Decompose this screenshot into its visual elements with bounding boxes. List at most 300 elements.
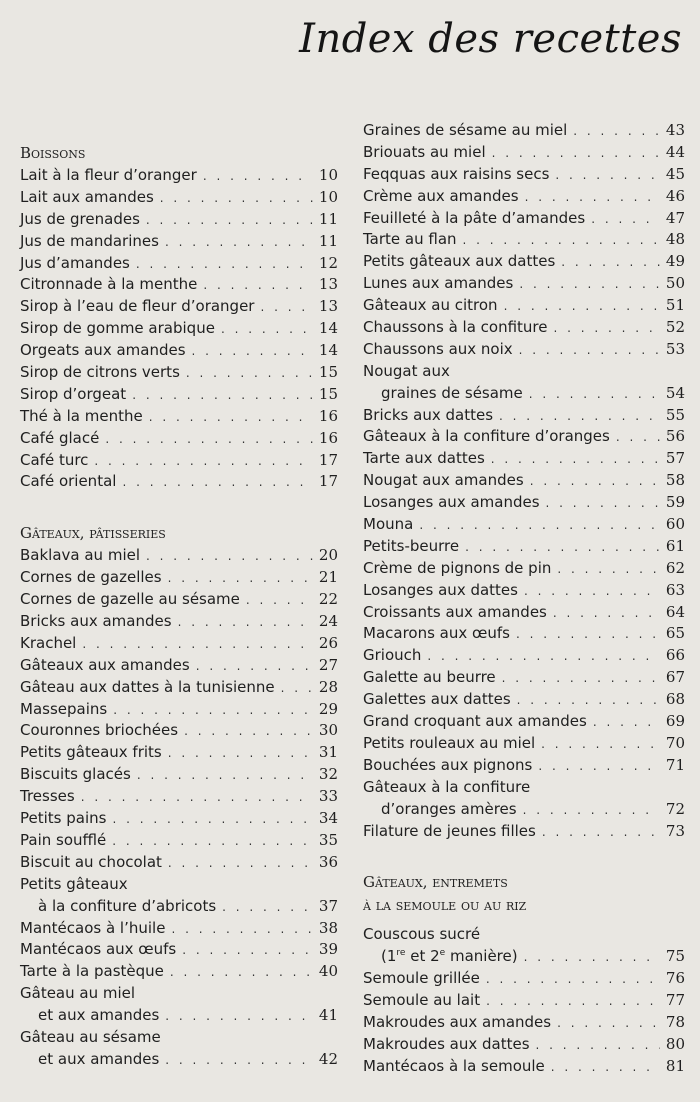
index-entry: [363, 821, 685, 843]
entry-label: Tarte au flan: [363, 230, 457, 249]
entry-page-number: 10: [318, 187, 338, 206]
entry-label: Nougat aux: [363, 361, 450, 380]
dot-leader: [524, 581, 660, 603]
entry-page-number: 40: [318, 962, 338, 981]
dot-leader: [122, 472, 312, 494]
dot-leader: [170, 962, 313, 984]
index-entry: [20, 450, 338, 472]
entry-page-number: 78: [665, 1012, 685, 1031]
index-entry: [363, 317, 685, 339]
entry-label: Gâteau au sésame: [20, 1027, 161, 1046]
section-heading-gateaux: Gâteaux, pâtisseries: [20, 524, 166, 543]
entry-label: Baklava au miel: [20, 546, 141, 565]
dot-leader: [499, 406, 660, 428]
entry-page-number: 67: [665, 668, 685, 687]
entry-label: Bricks aux dattes: [363, 405, 494, 424]
entry-label: Sirop de gomme arabique: [20, 319, 215, 338]
page-title: Index des recettes: [299, 16, 682, 62]
index-entry-continuation: [20, 1005, 338, 1027]
dot-leader: [136, 254, 313, 276]
entry-page-number: 13: [318, 297, 338, 316]
entry-label: Chaussons à la confiture: [363, 318, 548, 337]
dot-leader: [222, 897, 313, 919]
dot-leader: [132, 385, 313, 407]
dot-leader: [203, 166, 313, 188]
dot-leader: [573, 121, 660, 143]
entry-label: Lunes aux amandes: [363, 274, 514, 293]
dot-leader: [486, 969, 660, 991]
entry-page-number: 65: [665, 624, 685, 643]
entry-page-number: 44: [665, 142, 685, 161]
entry-label: Filature de jeunes filles: [363, 821, 536, 840]
entry-label: Gâteau au miel: [20, 984, 136, 1003]
entry-label: Galettes aux dattes: [363, 690, 511, 709]
index-column-right: [363, 120, 685, 1078]
entry-label: Orgeats aux amandes: [20, 341, 186, 360]
entry-page-number: 17: [318, 450, 338, 469]
index-entry: [20, 274, 338, 296]
index-entry: [20, 742, 338, 764]
entry-page-number: 29: [318, 699, 338, 718]
dot-leader: [112, 809, 312, 831]
entry-label: Citronnade à la menthe: [20, 275, 198, 294]
entry-page-number: 14: [318, 341, 338, 360]
entry-label: Makroudes aux dattes: [363, 1034, 530, 1053]
index-entry: [363, 514, 685, 536]
index-entry-continuation: [363, 799, 685, 821]
dot-leader: [112, 831, 313, 853]
index-entry-continuation: [20, 1049, 338, 1071]
dot-leader: [192, 341, 313, 363]
entry-label: Crème aux amandes: [363, 186, 519, 205]
dot-leader: [168, 568, 313, 590]
entry-label: Krachel: [20, 633, 77, 652]
index-entry: [20, 764, 338, 786]
index-entry: [363, 924, 685, 946]
entry-page-number: 15: [318, 363, 338, 382]
index-entry: [20, 545, 338, 567]
entry-page-number: 77: [665, 991, 685, 1010]
entry-label: Gâteaux à la confiture: [363, 777, 531, 796]
entry-label: Gâteau aux dattes à la tunisienne: [20, 677, 275, 696]
index-entry: [363, 968, 685, 990]
index-entry: [20, 677, 338, 699]
entry-label: Sirop à l’eau de fleur d’oranger: [20, 297, 255, 316]
dot-leader: [419, 515, 660, 537]
dot-leader: [146, 210, 313, 232]
index-entry: [363, 426, 685, 448]
index-entry: [363, 164, 685, 186]
dot-leader: [82, 634, 313, 656]
section-subheading-semoule: à la semoule ou au riz: [363, 896, 527, 915]
dot-leader: [186, 363, 313, 385]
section-heading-entremets: Gâteaux, entremets: [363, 873, 508, 892]
dot-leader: [105, 429, 313, 451]
dot-leader: [146, 546, 313, 568]
entry-page-number: 32: [318, 765, 338, 784]
dot-leader: [203, 275, 313, 297]
dot-leader: [541, 734, 660, 756]
entry-page-number: 36: [318, 852, 338, 871]
entry-page-number: 62: [665, 558, 685, 577]
index-entry: [363, 405, 685, 427]
dot-leader: [538, 756, 660, 778]
entry-label: Losanges aux dattes: [363, 580, 518, 599]
index-entry: [363, 689, 685, 711]
dot-leader: [137, 765, 313, 787]
entry-page-number: 43: [665, 121, 685, 139]
entry-page-number: 53: [665, 339, 685, 358]
dot-leader: [165, 1006, 313, 1028]
entry-label: Biscuit au chocolat: [20, 852, 162, 871]
entry-page-number: 20: [318, 546, 338, 565]
dot-leader: [554, 318, 660, 340]
dot-leader: [523, 800, 660, 822]
index-entry: [363, 208, 685, 230]
dot-leader: [561, 252, 660, 274]
entry-label: Gâteaux aux amandes: [20, 655, 190, 674]
entry-label: Café oriental: [20, 472, 117, 491]
entry-label: Jus de grenades: [20, 209, 140, 228]
entry-label-continuation: et aux amandes: [38, 1006, 160, 1025]
index-entry: [20, 471, 338, 493]
dot-leader: [260, 297, 312, 319]
entry-label: Grand croquant aux amandes: [363, 712, 587, 731]
dot-leader: [555, 165, 659, 187]
index-entry: [20, 428, 338, 450]
entry-page-number: 16: [318, 428, 338, 447]
entry-label: Petits pains: [20, 809, 107, 828]
index-entry: [20, 961, 338, 983]
entry-page-number: 49: [665, 252, 685, 271]
dot-leader: [557, 559, 660, 581]
index-entry: [20, 918, 338, 940]
dot-leader: [492, 143, 660, 165]
entry-page-number: 50: [665, 274, 685, 293]
entry-label: Mantécaos aux œufs: [20, 940, 177, 959]
index-entry: [363, 733, 685, 755]
index-entry: [363, 645, 685, 667]
dot-leader: [517, 690, 660, 712]
index-entry: [363, 361, 685, 383]
entry-page-number: 39: [318, 940, 338, 959]
dot-leader: [81, 787, 313, 809]
index-entry: [20, 589, 338, 611]
entry-label: (1re et 2e manière): [381, 947, 518, 966]
entry-label: Massepains: [20, 699, 108, 718]
dot-leader: [94, 451, 312, 473]
dot-leader: [168, 853, 313, 875]
dot-leader: [553, 603, 660, 625]
dot-leader: [178, 612, 313, 634]
entry-label: Petits gâteaux frits: [20, 743, 162, 762]
entry-page-number: 76: [665, 969, 685, 988]
entry-page-number: 60: [665, 515, 685, 534]
entry-page-number: 64: [665, 602, 685, 621]
index-entry: [363, 1034, 685, 1056]
dot-leader: [519, 340, 660, 362]
dot-leader: [165, 232, 313, 254]
dot-leader: [536, 1035, 660, 1057]
dot-leader: [486, 991, 660, 1013]
entry-label: Thé à la menthe: [20, 406, 143, 425]
entry-label: Café glacé: [20, 428, 100, 447]
entry-page-number: 26: [318, 633, 338, 652]
boissons-list: [20, 165, 338, 493]
entry-page-number: 11: [318, 209, 338, 228]
entry-page-number: 56: [665, 427, 685, 446]
index-entry: [20, 567, 338, 589]
entry-label: Gâteaux au citron: [363, 296, 498, 315]
index-entry: [20, 406, 338, 428]
index-entry: [20, 720, 338, 742]
entry-label-continuation: à la confiture d’abricots: [38, 896, 217, 915]
entry-page-number: 69: [665, 712, 685, 731]
entry-label: Makroudes aux amandes: [363, 1012, 552, 1031]
entry-page-number: 46: [665, 186, 685, 205]
entry-label-continuation: et aux amandes: [38, 1049, 160, 1068]
index-entry: [363, 667, 685, 689]
entry-page-number: 42: [318, 1049, 338, 1068]
entry-label: Bricks aux amandes: [20, 612, 172, 631]
entry-page-number: 51: [665, 296, 685, 315]
dot-leader: [529, 384, 660, 406]
dot-leader: [491, 449, 660, 471]
index-entry: [363, 251, 685, 273]
index-entry: [20, 1027, 338, 1049]
entry-label: Petits rouleaux au miel: [363, 733, 536, 752]
gateaux-list: [20, 545, 338, 1070]
entry-page-number: 35: [318, 830, 338, 849]
index-entry: [363, 339, 685, 361]
entry-page-number: 75: [665, 947, 685, 966]
index-entry: [363, 295, 685, 317]
entry-page-number: 16: [318, 406, 338, 425]
index-entry: [363, 1012, 685, 1034]
dot-leader: [221, 319, 313, 341]
index-entry: [20, 187, 338, 209]
dot-leader: [427, 646, 660, 668]
section-heading-boissons: Boissons: [20, 144, 86, 162]
index-entry: [20, 296, 338, 318]
recipes-list-continued: [363, 120, 685, 842]
index-entry: [20, 318, 338, 340]
dot-leader: [591, 209, 660, 231]
index-entry: [20, 983, 338, 1005]
entry-label: Jus de mandarines: [20, 231, 159, 250]
entry-label: Sirop de citrons verts: [20, 363, 180, 382]
entry-page-number: 63: [665, 580, 685, 599]
entry-page-number: 34: [318, 809, 338, 828]
dot-leader: [502, 668, 660, 690]
index-entry: [363, 777, 685, 799]
entry-label: Petits-beurre: [363, 536, 460, 555]
entry-page-number: 11: [318, 231, 338, 250]
index-entry-continuation: [20, 896, 338, 918]
dot-leader: [551, 1057, 660, 1079]
entry-page-number: 33: [318, 787, 338, 806]
entry-label-continuation: d’oranges amères: [381, 799, 517, 818]
entry-label: Briouats au miel: [363, 142, 486, 161]
entry-label: Café turc: [20, 450, 89, 469]
entry-label: Macarons aux œufs: [363, 624, 510, 643]
entry-label: Croissants aux amandes: [363, 602, 547, 621]
entry-page-number: 12: [318, 253, 338, 272]
index-entry: [20, 165, 338, 187]
entry-page-number: 14: [318, 319, 338, 338]
dot-leader: [616, 427, 660, 449]
entry-page-number: 41: [318, 1006, 338, 1025]
dot-leader: [524, 947, 660, 969]
entry-page-number: 57: [665, 449, 685, 468]
index-entry: [363, 623, 685, 645]
entry-page-number: 15: [318, 384, 338, 403]
entry-label: Gâteaux à la confiture d’oranges: [363, 427, 610, 446]
index-entry: [363, 273, 685, 295]
dot-leader: [465, 537, 660, 559]
entry-label: Biscuits glacés: [20, 765, 131, 784]
dot-leader: [519, 274, 660, 296]
entry-page-number: 58: [665, 471, 685, 490]
index-entry: [20, 231, 338, 253]
entry-label: Couscous sucré: [363, 925, 481, 944]
entry-page-number: 13: [318, 275, 338, 294]
dot-leader: [160, 188, 313, 210]
index-entry: [363, 558, 685, 580]
index-entry: [20, 611, 338, 633]
entry-label: Petits gâteaux aux dattes: [363, 252, 556, 271]
index-entry: [363, 492, 685, 514]
dot-leader: [184, 721, 313, 743]
index-entry: [20, 808, 338, 830]
index-entry: [20, 384, 338, 406]
entry-label: Mantécaos à la semoule: [363, 1056, 545, 1075]
index-entry: [20, 655, 338, 677]
entry-page-number: 59: [665, 493, 685, 512]
entry-label: Jus d’amandes: [20, 253, 130, 272]
entry-page-number: 28: [318, 677, 338, 696]
index-entry: [363, 470, 685, 492]
entry-label: Cornes de gazelles: [20, 568, 162, 587]
dot-leader: [281, 678, 313, 700]
entry-page-number: 38: [318, 918, 338, 937]
entry-page-number: 21: [318, 568, 338, 587]
index-entry: [363, 711, 685, 733]
entry-label: Tresses: [20, 787, 75, 806]
dot-leader: [542, 822, 660, 844]
entry-label: Galette au beurre: [363, 668, 496, 687]
entry-label: Losanges aux amandes: [363, 493, 540, 512]
entry-label: Cornes de gazelle au sésame: [20, 590, 240, 609]
entry-page-number: 30: [318, 721, 338, 740]
entry-label: Pain soufflé: [20, 830, 107, 849]
entry-page-number: 71: [665, 755, 685, 774]
index-entry: [20, 699, 338, 721]
entry-label: Semoule grillée: [363, 969, 480, 988]
index-entry: [363, 755, 685, 777]
entry-page-number: 37: [318, 896, 338, 915]
entry-label: Graines de sésame au miel: [363, 121, 568, 139]
dot-leader: [182, 940, 313, 962]
entry-label: Bouchées aux pignons: [363, 755, 533, 774]
index-entry: [363, 580, 685, 602]
entry-label: Griouch: [363, 646, 422, 665]
index-entry: [20, 340, 338, 362]
dot-leader: [504, 296, 660, 318]
dot-leader: [149, 407, 313, 429]
index-entry-continuation: [363, 946, 685, 968]
index-entry: [363, 229, 685, 251]
dot-leader: [463, 230, 660, 252]
entry-page-number: 22: [318, 590, 338, 609]
index-entry: [20, 253, 338, 275]
entry-page-number: 52: [665, 318, 685, 337]
entry-page-number: 17: [318, 472, 338, 491]
entry-page-number: 81: [665, 1056, 685, 1075]
entry-label: Mouna: [363, 515, 414, 534]
entry-label-continuation: graines de sésame: [381, 383, 523, 402]
dot-leader: [171, 919, 312, 941]
entry-page-number: 55: [665, 405, 685, 424]
entry-label: Tarte aux dattes: [363, 449, 485, 468]
dot-leader: [113, 700, 313, 722]
dot-leader: [168, 743, 313, 765]
entry-label: Nougat aux amandes: [363, 471, 524, 490]
entry-page-number: 31: [318, 743, 338, 762]
index-entry: [20, 830, 338, 852]
index-entry: [20, 852, 338, 874]
entry-label: Lait aux amandes: [20, 187, 154, 206]
index-entry: [363, 186, 685, 208]
entry-label: Couronnes briochées: [20, 721, 179, 740]
entry-page-number: 70: [665, 733, 685, 752]
index-entry: [20, 633, 338, 655]
index-entry: [363, 990, 685, 1012]
index-entry: [363, 1056, 685, 1078]
entry-label: Feuilleté à la pâte d’amandes: [363, 208, 586, 227]
entry-page-number: 24: [318, 612, 338, 631]
index-entry: [363, 120, 685, 142]
index-entry: [20, 362, 338, 384]
entry-page-number: 66: [665, 646, 685, 665]
entry-page-number: 68: [665, 690, 685, 709]
entry-page-number: 10: [318, 166, 338, 184]
entry-page-number: 45: [665, 164, 685, 183]
index-entry: [20, 939, 338, 961]
dot-leader: [196, 656, 313, 678]
semoule-list: [363, 968, 685, 1077]
dot-leader: [530, 471, 660, 493]
dot-leader: [546, 493, 660, 515]
entry-label: Petits gâteaux: [20, 874, 128, 893]
index-entry: [363, 448, 685, 470]
dot-leader: [525, 187, 660, 209]
entry-page-number: 72: [665, 799, 685, 818]
entry-label: Crème de pignons de pin: [363, 558, 552, 577]
index-entry: [363, 142, 685, 164]
index-entry-continuation: [363, 383, 685, 405]
entry-label: Chaussons aux noix: [363, 339, 513, 358]
entry-page-number: 47: [665, 208, 685, 227]
index-entry: [363, 602, 685, 624]
dot-leader: [246, 590, 313, 612]
entry-page-number: 54: [665, 383, 685, 402]
entry-label: Semoule au lait: [363, 991, 481, 1010]
entry-label: Feqquas aux raisins secs: [363, 164, 550, 183]
entry-page-number: 80: [665, 1034, 685, 1053]
entry-page-number: 48: [665, 230, 685, 249]
dot-leader: [516, 624, 660, 646]
